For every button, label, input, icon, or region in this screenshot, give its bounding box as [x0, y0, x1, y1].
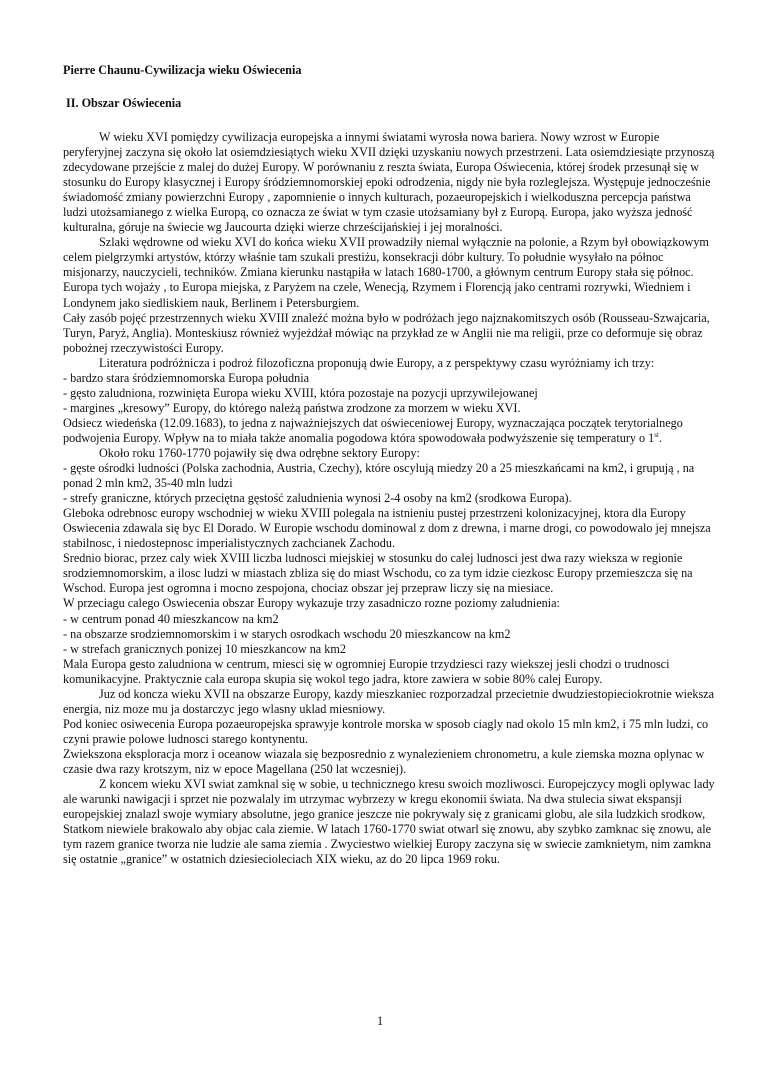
paragraph: - strefy graniczne, których przeciętna gęstość zaludnienia wynosi 2-4 osoby na km2 (srodkowa Europa).	[63, 491, 572, 506]
paragraph: Szlaki wędrowne od wieku XVI do końca wieku XVII prowadziły niemal wyłącznie na polonie, a Rzym był obowiązkowym celem pielgrzymki artystów, którzy właśnie tam szukali prestiżu, konsekracji dóbr kultury. To południe wysyłało na północ misjonarzy, nauczycieli, techników. Zmiana kierunku nastąpiła w latach 1680-1700, a głównym centrum Europy stała się północ. Europa tych wojaży , to Europa miejska, z Paryżem na czele, Wenecją, Rzymem i Florencją jako centrami rozrywki, Wiedniem i Londynem jako siedliskiem nauk, Berlinem i Petersburgiem.	[63, 235, 709, 310]
paragraph: - margines „kresowy” Europy, do którego należą państwa zrodzone za morzem w wieku XVI.	[63, 400, 521, 415]
paragraph: - gęsto zaludniona, rozwinięta Europa wieku XVIII, która pozostaje na pozycji uprzywilejowanej	[63, 385, 538, 400]
paragraph: W przeciagu calego Oswiecenia obszar Europy wykazuje trzy zasadniczo rozne poziomy zaludnienia:	[63, 596, 560, 611]
paragraph: - bardzo stara śródziemnomorska Europa południa	[63, 370, 310, 385]
paragraph: Mala Europa gesto zaludniona w centrum, miesci się w ogromniej Europie trzydziesci razy wiekszej jesli chodzi o trudnosci komunikacyjne. Praktycznie cala europa skupia się wokol tego jadra, ktore zawiera w sobie 80% calej Europy.	[63, 656, 670, 686]
paragraph: Gleboka odrebnosc europy wschodniej w wieku XVIII polegala na istnieniu pustej przestrzeni kolonizacyjnej, ktora dla Europy Oswiecenia zdawala się byc El Dorado. W Europie wschodu dominowal z dom z drewna, i marne drogi, co powodowalo jej mnejsza stabilnosc, i niedostepnosc imperialistycznych zachcianek Zachodu.	[63, 506, 711, 551]
paragraph: Około roku 1760-1770 pojawiły się dwa odrębne sektory Europy:	[99, 445, 420, 460]
document-content	[63, 62, 715, 867]
paragraph: W wieku XVI pomiędzy cywilizacja europejska a innymi światami wyrosła nowa bariera. Nowy wzrost w Europie peryferyjnej zaczyna się około lat osiemdziesiątych wieku XVII dzięki uzyskaniu nowych przestrzeni. Lata osiemdziesiąte przynoszą zdecydowane przejście z malej do dużej Europy. W porównaniu z reszta świata, Europa Oświecenia, której środek przesunął się w stosunku do Europy klasycznej i Europy śródziemnomorskiej epoki odrodzenia, nigdy nie była rozleglejsza. Występuje jednocześnie świadomość zmiany powierzchni Europy , zapomnienie o innych kulturach, pozaeuropejskich i wielkoduszna percepcja państwa ludzi utożsamianego z wielka Europą, co oznacza ze świat w tym czasie utożsamiany był z Europą. Europa, jako wyższa jedność kulturalna, góruje na świecie wg Jaucourta dzięki wierze chrześcijańskiej i jej moralności.	[63, 130, 715, 235]
paragraph: - na obszarze srodziemnomorskim i w starych osrodkach wschodu 20 mieszkancow na km2	[63, 626, 511, 641]
paragraph: Z koncem wieku XVI swiat zamknal się w sobie, u technicznego kresu swoich mozliwosci. Europejczycy mogli oplywac lady ale warunki nawigacji i sprzet nie pozwalaly im utrzymac wybrzezy w kregu ekonomii świata. Na dwa stulecia siwat ekspansji europejskiej znalazl swoje wymiary absolutne, jego granice jeszcze nie pokrywaly się z granicami globu, ale sila ludzkich srodkow, Statkom niewiele brakowalo aby objac cala ziemie. W latach 1760-1770 swiat otwarl się znowu, aby szybko zamknac się znowu, ale tym razem granice tworza nie ludzie ale sama ziemia . Zwyciestwo wielkiej Europy zaczyna się w swiecie zamknietym, nim zamkna się ostatnie „granice” w ostatnich dziesiecioleciach XIX wieku, az do 20 lipca 1969 roku.	[63, 777, 715, 867]
paragraph: - gęste ośrodki ludności (Polska zachodnia, Austria, Czechy), które oscylują miedzy 20 a 25 mieszkańcami na km2, i grupują , na ponad 2 mln km2, 35-40 mln ludzi	[63, 461, 695, 491]
section-heading: II. Obszar Oświecenia	[66, 96, 182, 110]
document-title: Pierre Chaunu-Cywilizacja wieku Oświecenia	[63, 63, 302, 77]
page-number: 1	[376, 1014, 384, 1028]
paragraph: - w centrum ponad 40 mieszkancow na km2	[63, 611, 279, 626]
paragraph: Literatura podróżnicza i podroż filozoficzna proponują dwie Europy, a z perspektywy czasu wyróżniamy ich trzy:	[99, 355, 655, 370]
paragraph: Zwiekszona eksploracja morz i oceanow wiazala się bezposrednio z wynalezieniem chronometru, a kule ziemska mozna oplynac w czasie dwa razy krotszym, niz w epoce Magellana (250 lat wczesniej).	[63, 746, 705, 776]
paragraph: - w strefach granicznych ponizej 10 mieszkancow na km2	[63, 641, 346, 656]
paragraph: Odsiecz wiedeńska (12.09.1683), to jedna z najważniejszych dat oświeceniowej Europy, wyznaczająca początek terytorialnego podwojenia Europy. Wpływ na to miała także anomalia pogodowa która spowodowała podwyższenie się temperatury o 1st.	[63, 415, 683, 445]
paragraph: Juz od koncza wieku XVII na obszarze Europy, kazdy mieszkaniec rozporzadzal przecietnie dwudziestopieciokrotnie wieksza energia, niz moze mu ja dostarczyc jego wlasny uklad miesniowy.	[63, 686, 715, 716]
paragraph: Srednio biorac, przez caly wiek XVIII liczba ludnosci miejskiej w stosunku do calej ludnosci jest dwa razy wieksza w regionie srodziemnomorskim, a ilosc ludzi w miastach zbliza się do miast Wschodu, co za tym idzie ciezkosc Europy przemieszcza się na Wschod. Europa jest ogromna i mocno zespojona, chociaz obszar jej przepraw liczy się na miesiace.	[63, 551, 693, 596]
paragraph: Pod koniec osiwecenia Europa pozaeuropejska sprawyje kontrole morska w sposob ciagly nad okolo 15 mln km2, i 75 mln ludzi, co czyni prawie polowe ludnosci starego kontynentu.	[63, 716, 709, 746]
body-text	[63, 130, 715, 867]
paragraph: Cały zasób pojęć przestrzennych wieku XVIII znaleźć można było w podróżach jego najznakomitszych osób (Rousseau-Szwajcaria, Turyn, Paryż, Anglia). Monteskiusz również wyjeżdżał mówiąc na przykład ze w Anglii nie ma religii, prze co deformuje się obraz pobożnej rzeczywistości Europy.	[63, 310, 710, 355]
